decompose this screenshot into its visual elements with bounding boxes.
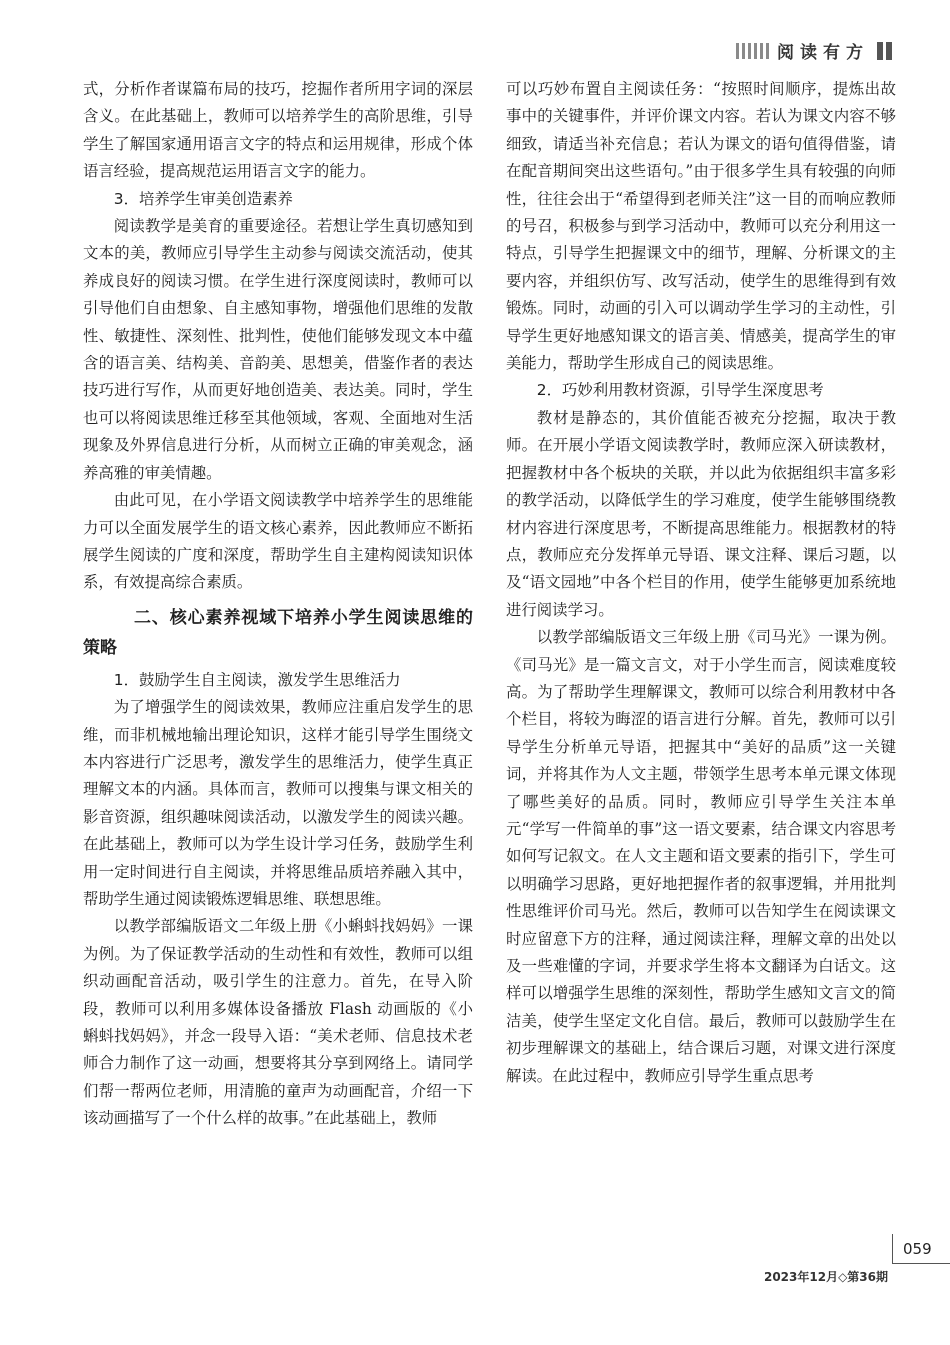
paragraph: 可以巧妙布置自主阅读任务：“按照时间顺序，提炼出故事中的关键事件，并评价课文内容。若认为课文内容不够细致，请适当补充信息；若认为课文的语句值得借鉴，请在配音期间突出这些语句。”由于很多学生具有较强的向师性，往往会出于“希望得到老师关注”这一目的而响应教师的号召，积极参与到学习活动中，教师可以充分利用这一特点，引导学生把握课文中的细节，理解、分析课文的主要内容，并组织仿写、改写活动，使学生的思维得到有效锻炼。同时，动画的引入可以调动学生学习的主动性，引导学生更好地感知课文的语言美、情感美，提高学生的审美能力，帮助学生形成自己的阅读思维。 <box>506 80 896 373</box>
subsection-heading: 3．培养学生审美创造素养 <box>113 189 293 208</box>
section-title: 阅读有方 <box>777 43 869 63</box>
paragraph: 由此可见，在小学语文阅读教学中培养学生的思维能力可以全面发展学生的语文核心素养，因此教师应不断拓展学生阅读的广度和深度，帮助学生自主建构阅读知识体系，有效提高综合素质。 <box>83 491 473 592</box>
paragraph: 阅读教学是美育的重要途径。若想让学生真切感知到文本的美，教师应引导学生主动参与阅读交流活动，使其养成良好的阅读习惯。在学生进行深度阅读时，教师可以引导他们自由想象、自主感知事物，增强他们思维的发散性、敏捷性、深刻性、批判性，使他们能够发现文本中蕴含的语言美、结构美、音韵美、思想美，借鉴作者的表达技巧进行写作，从而更好地创造美、表达美。同时，学生也可以将阅读思维迁移至其他领域，客观、全面地对生活现象及外界信息进行分析，从而树立正确的审美观念，涵养高雅的审美情趣。 <box>83 217 473 482</box>
paragraph: 为了增强学生的阅读效果，教师应注重启发学生的思维，而非机械地输出理论知识，这样才能引导学生围绕文本内容进行广泛思考，激发学生的思维活力，使学生真正理解文本的内涵。具体而言，教师可以搜集与课文相关的影音资源，组织趣味阅读活动，以激发学生的阅读兴趣。在此基础上，教师可以为学生设计学习任务，鼓励学生利用一定时间进行自主阅读，并将思维品质培养融入其中，帮助学生通过阅读锻炼逻辑思维、联想思维。 <box>83 698 473 908</box>
header-stripes-decoration <box>736 43 769 59</box>
paragraph: 以教学部编版语文二年级上册《小蝌蚪找妈妈》一课为例。为了保证教学活动的生动性和有效性，教师可以组织动画配音活动，吸引学生的注意力。首先，在导入阶段，教师可以利用多媒体设备播放 Flash 动画版的《小蝌蚪找妈妈》，并念一段导入语：“美术老师、信息技术老师合力制作了这一动画，想要将其分享到网络上。请同学们帮一帮两位老师，用清脆的童声为动画配音，介绍一下该动画描写了一个什么样的故事。”在此基础上，教师 <box>83 917 473 1128</box>
running-header <box>736 38 892 63</box>
subsection-heading: 2．巧妙利用教材资源，引导学生深度思考 <box>536 381 824 400</box>
left-column <box>83 76 473 1133</box>
section-heading: 二、核心素养视域下培养小学生阅读思维的策略 <box>83 607 473 658</box>
issue-info: 2023年12月◇第36期 <box>763 1270 888 1284</box>
right-column <box>506 76 896 1090</box>
paragraph: 式，分析作者谋篇布局的技巧，挖掘作者所用字词的深层含义。在此基础上，教师可以培养学生的高阶思维，引导学生了解国家通用语言文字的特点和运用规律，形成个体语言经验，提高规范运用语言文字的能力。 <box>83 80 473 181</box>
subsection-heading: 1．鼓励学生自主阅读，激发学生思维活力 <box>113 670 401 689</box>
paragraph: 教材是静态的，其价值能否被充分挖掘，取决于教师。在开展小学语文阅读教学时，教师应深入研读教材，把握教材中各个板块的关联，并以此为依据组织丰富多彩的教学活动，以降低学生的学习难度，使学生能够围绕教材内容进行深度思考，不断提高思维能力。根据教材的特点，教师应充分发挥单元导语、课文注释、课后习题，以及“语文园地”中各个栏目的作用，使学生能够更加系统地进行阅读学习。 <box>506 408 896 619</box>
page-number: 059 <box>892 1234 950 1264</box>
paragraph: 以教学部编版语文三年级上册《司马光》一课为例。《司马光》是一篇文言文，对于小学生而言，阅读难度较高。为了帮助学生理解课文，教师可以综合利用教材中各个栏目，将较为晦涩的语言进行分解。首先，教师可以引导学生分析单元导语，把握其中“美好的品质”这一关键词，并将其作为人文主题，带领学生思考本单元课文体现了哪些美好的品质。同时，教师应引导学生关注本单元“学写一件简单的事”这一语文要素，结合课文内容思考如何写记叙文。在人文主题和语文要素的指引下，学生可以明确学习思路，更好地把握作者的叙事逻辑，并用批判性思维评价司马光。然后，教师可以告知学生在阅读课文时应留意下方的注释，通过阅读注释，理解文章的出处以及一些难懂的字词，并要求学生将本文翻译为白话文。这样可以增强学生思维的深刻性，帮助学生感知文言文的简洁美，使学生坚定文化自信。最后，教师可以鼓励学生在初步理解课文的基础上，结合课后习题，对课文进行深度解读。在此过程中，教师应引导学生重点思考 <box>506 628 896 1085</box>
header-end-bars-decoration <box>877 42 892 60</box>
